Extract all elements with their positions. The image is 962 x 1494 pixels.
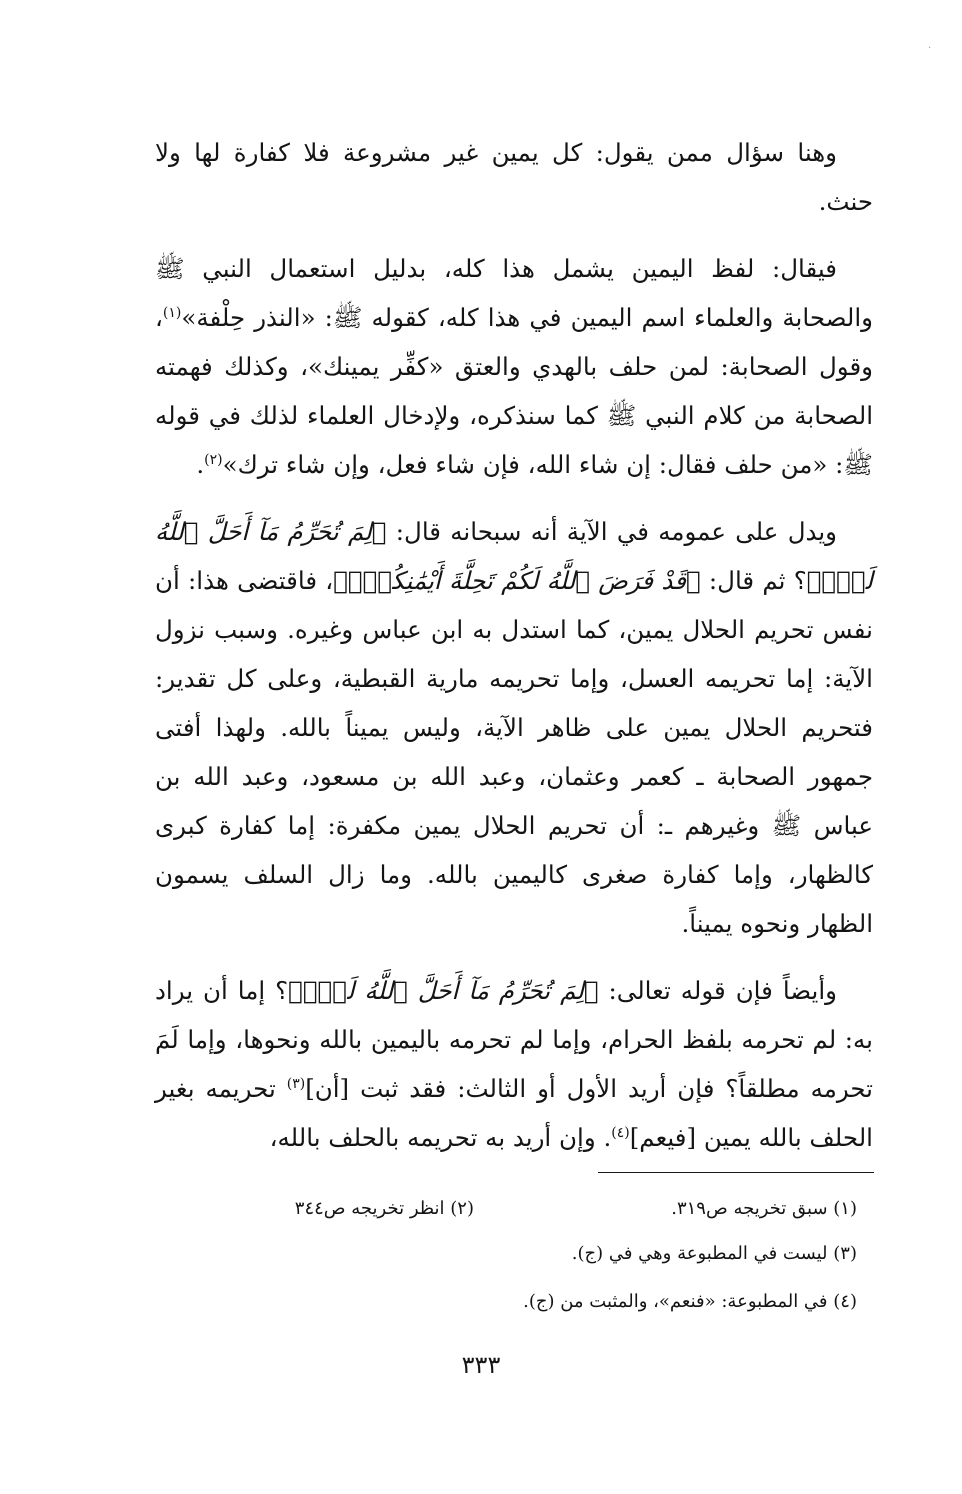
paragraph-2-text-b: ، وقول الصحابة: لمن حلف بالهدي والعتق «كفِّر يمينك»، وكذلك فهمته الصحابة من كلام النبي ﷺ كما سنذكره، ولإدخال العلماء لذلك في قوله ﷺ: «من حلف فقال: إن شاء الله، فإن شاء فعل، وإن شاء ترك» xyxy=(155,303,873,479)
paragraph-4-text-b: ؟ إما أن يراد به: لم تحرمه بلفظ الحرام، وإما لم تحرمه باليمين بالله ونحوها، وإما لَمَ تحرمه مطلقاً؟ فإن أريد الأول أو الثالث: فقد ثبت [أن] xyxy=(155,976,873,1103)
paragraph-1 xyxy=(155,128,873,226)
paragraph-2-text-a: فيقال: لفظ اليمين يشمل هذا كله، بدليل استعمال النبي ﷺ والصحابة والعلماء اسم اليمين في هذا كله، كقوله ﷺ: «النذر حِلْفة» xyxy=(155,254,873,332)
paragraph-4 xyxy=(155,966,873,1162)
footnote-2: (٢) انظر تخريجه ص٣٤٤ xyxy=(294,1198,474,1219)
main-text xyxy=(155,128,873,1180)
footnote-ref-1: (١) xyxy=(162,304,182,321)
footnote-separator xyxy=(598,1172,874,1173)
corner-mark: · xyxy=(928,43,932,54)
paragraph-3 xyxy=(155,507,873,948)
footnote-4: (٤) في المطبوعة: «فنعم»، والمثبت من (ج). xyxy=(523,1291,857,1312)
paragraph-4-text-c: تحريمه بغير الحلف بالله يمين [فيعم] xyxy=(155,1074,873,1152)
paragraph-2 xyxy=(155,244,873,489)
footnote-ref-4: (٤) xyxy=(611,1124,630,1141)
footnote-ref-3: (٣) xyxy=(286,1075,306,1092)
quran-verse-1: ﴿لِمَ تُحَرِّمُ مَآ أَحَلَّ ٱللَّهُ لَكَۖ﴾ xyxy=(155,517,874,595)
footnote-1: (١) سبق تخريجه ص٣١٩. xyxy=(671,1198,857,1219)
paragraph-4-text-d: . وإن أريد به تحريمه بالحلف بالله، xyxy=(269,1123,612,1152)
paragraph-3-text-b: ؟ ثم قال: xyxy=(700,566,807,595)
paragraph-3-text-c: ، فاقتضى هذا: أن نفس تحريم الحلال يمين، كما استدل به ابن عباس وغيره. وسبب نزول الآية: إما تحريمه العسل، وإما تحريمه مارية القبطية، وعلى كل تقدير: فتحريم الحلال يمين على ظاهر الآية، وليس يميناً بالله. ولهذا أفتى جمهور الصحابة ـ كعمر وعثمان، وعبد الله بن مسعود، وعبد الله بن عباس ﷺ وغيرهم ـ: أن تحريم الحلال يمين مكفرة: إما كفارة كبرى كالظهار، وإما كفارة صغرى كاليمين بالله. وما زال السلف يسمون الظهار ونحوه يميناً. xyxy=(155,566,873,938)
footnote-ref-2: (٢) xyxy=(204,451,223,468)
paragraph-2-text-c: . xyxy=(196,450,205,479)
paragraph-3-text-a: ويدل على عمومه في الآية أنه سبحانه قال: xyxy=(386,517,838,546)
page-number: ٣٣٣ xyxy=(461,1351,501,1379)
paragraph-1-text: وهنا سؤال ممن يقول: كل يمين غير مشروعة فلا كفارة لها ولا حنث. xyxy=(155,138,873,216)
quran-verse-2: ﴿قَدْ فَرَضَ ٱللَّهُ لَكُمْ تَحِلَّةَ أَيْمَٰنِكُمْۚ﴾ xyxy=(333,566,701,595)
footnote-3: (٣) ليست في المطبوعة وهي في (ج). xyxy=(571,1243,857,1264)
paragraph-4-text-a: وأيضاً فإن قوله تعالى: xyxy=(598,976,837,1005)
quran-verse-3: ﴿لِمَ تُحَرِّمُ مَآ أَحَلَّ ٱللَّهُ لَكَۖ﴾ xyxy=(288,976,599,1005)
